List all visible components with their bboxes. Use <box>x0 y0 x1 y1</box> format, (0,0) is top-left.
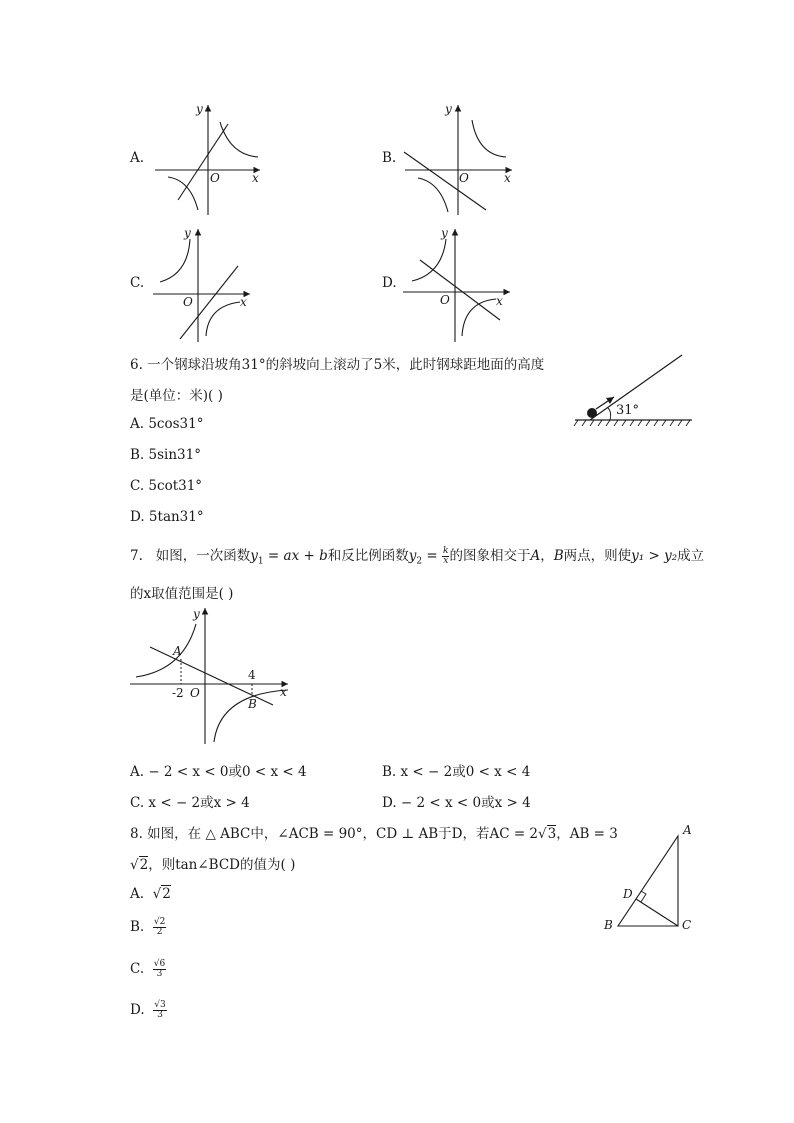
q7-option-b[interactable]: B. x < − 2或0 < x < 4 <box>382 764 531 780</box>
q6-option-b[interactable]: B. 5sin31° <box>130 447 201 463</box>
ground-hatching <box>574 420 690 426</box>
q6-stem-line2: 是(单位：米)( ) <box>130 388 223 404</box>
q7-option-c[interactable]: C. x < − 2或x > 4 <box>130 795 250 811</box>
svg-text:y: y <box>445 102 452 116</box>
q8-triangle-figure <box>598 818 698 938</box>
tick-neg2: -2 <box>172 686 184 700</box>
steel-ball-icon <box>587 408 597 418</box>
q5-option-d-label[interactable]: D. <box>382 275 397 291</box>
q6-option-a[interactable]: A. 5cos31° <box>130 416 204 432</box>
svg-text:y: y <box>441 226 448 240</box>
q7-option-a[interactable]: A. − 2 < x < 0或0 < x < 4 <box>130 764 307 780</box>
y-label: y <box>196 102 203 116</box>
q7-stem-line2: 的x取值范围是( ) <box>130 586 234 602</box>
q7-graph <box>128 602 298 747</box>
y-label: y <box>193 607 200 621</box>
svg-text:O: O <box>440 293 450 307</box>
q8-option-d[interactable]: D. $\frac{√3}{3}$ <box>130 1000 166 1020</box>
q7-option-d[interactable]: D. − 2 < x < 0或x > 4 <box>382 795 531 811</box>
angle-arc <box>608 408 611 420</box>
hyperbola-branch <box>168 177 198 210</box>
hyperbola-branch-upper <box>136 624 196 677</box>
q8-stem-line1: 8. 如图，在 △ ABC中，∠ACB = 90°，CD ⊥ AB于D，若AC = 2√3，AB = 3 <box>130 826 618 842</box>
x-label: x <box>252 171 259 185</box>
q8-option-b[interactable]: B. $\frac{√2}{2}$ <box>130 917 166 937</box>
q5-graph-c <box>150 224 270 344</box>
q8-stem-line2: √2，则tan∠BCD的值为( ) <box>130 857 296 873</box>
q5-option-a-label[interactable]: A. <box>130 150 145 166</box>
point-a-label: A <box>173 644 182 658</box>
angle-label: 31° <box>616 403 640 418</box>
point-d-label: D <box>623 887 633 901</box>
q5-graph-d <box>400 224 520 344</box>
svg-text:y: y <box>184 226 191 240</box>
svg-text:x: x <box>504 171 511 185</box>
q5-option-c-label[interactable]: C. <box>130 275 145 291</box>
vertex-c-label: C <box>682 918 692 932</box>
motion-arrow-icon <box>596 397 614 409</box>
q8-option-a[interactable]: A. √2 <box>130 886 171 902</box>
altitude-cd <box>636 899 678 926</box>
q6-option-d[interactable]: D. 5tan31° <box>130 509 204 525</box>
vertex-a-label: A <box>683 823 692 837</box>
svg-text:O: O <box>459 171 469 185</box>
q8-option-c[interactable]: C. $\frac{√6}{3}$ <box>130 959 166 979</box>
svg-text:O: O <box>183 295 193 309</box>
svg-text:x: x <box>240 295 247 309</box>
triangle-abc <box>618 836 678 926</box>
q5-graph-b <box>400 100 520 218</box>
q6-option-c[interactable]: C. 5cot31° <box>130 478 203 494</box>
right-angle-mark <box>641 891 646 902</box>
point-b-label: B <box>248 697 257 711</box>
origin-label: O <box>190 686 200 700</box>
origin-label: O <box>210 171 220 185</box>
linear-line <box>178 124 228 200</box>
q7-stem-line1: 7. 如图，一次函数$y_1$ = ax + b和反比例函数$y_2$ = $\frac{k}{x}$ 的图象相交于A，B两点，则使y₁ > y₂成立 <box>130 546 705 567</box>
q6-slope-figure <box>570 350 695 430</box>
q5-option-b-label[interactable]: B. <box>382 150 397 166</box>
vertex-b-label: B <box>604 918 613 932</box>
q5-graph-a <box>150 100 270 218</box>
q6-stem-line1: 6. 一个钢球沿坡角31°的斜坡向上滚动了5米，此时钢球距地面的高度 <box>130 357 545 373</box>
svg-text:x: x <box>496 294 503 308</box>
x-label: x <box>280 685 287 699</box>
tick-4: 4 <box>248 668 256 682</box>
